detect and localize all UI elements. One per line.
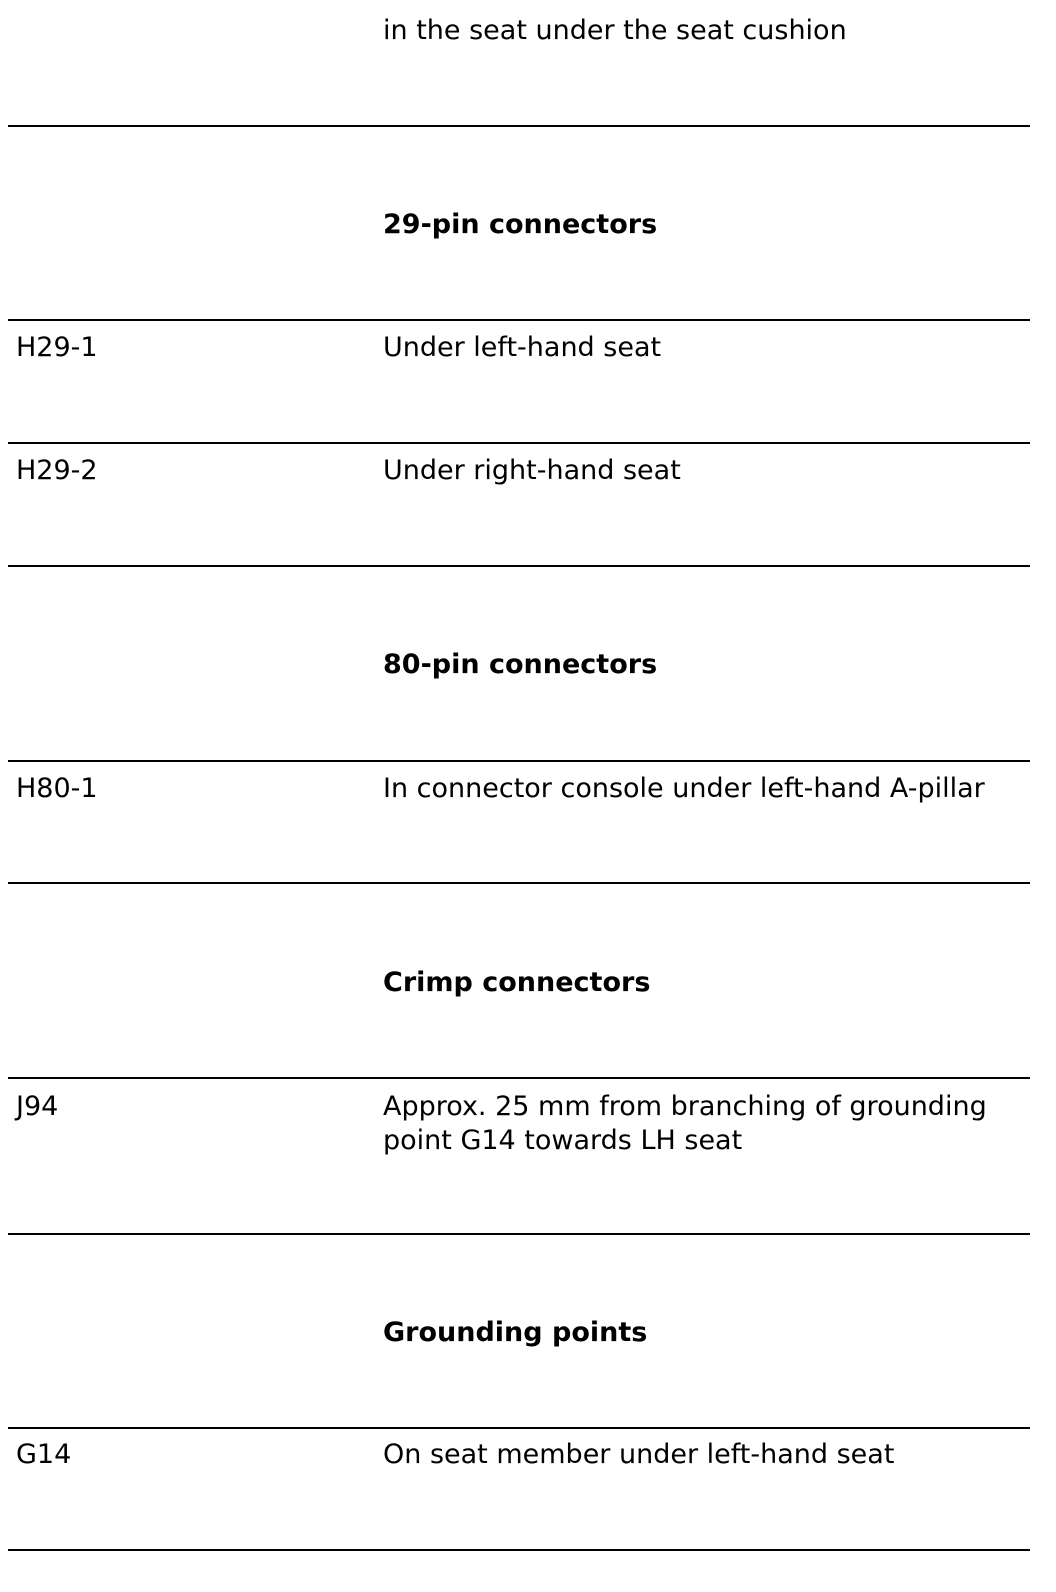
section-heading-grounding: Grounding points <box>383 1317 648 1348</box>
section-heading-29-pin: 29-pin connectors <box>383 209 658 240</box>
grounding-location: On seat member under left-hand seat <box>383 1439 895 1470</box>
connector-code: J94 <box>16 1091 59 1122</box>
divider <box>8 442 1030 444</box>
connector-location: Under right-hand seat <box>383 455 681 486</box>
connector-code: H29-1 <box>16 332 98 363</box>
grounding-code: G14 <box>16 1439 72 1470</box>
connector-location: Under left-hand seat <box>383 332 662 363</box>
divider <box>8 565 1030 567</box>
connector-code: H80-1 <box>16 773 98 804</box>
connector-code: H29-2 <box>16 455 98 486</box>
divider <box>8 1427 1030 1429</box>
divider <box>8 125 1030 127</box>
divider <box>8 1233 1030 1235</box>
section-heading-80-pin: 80-pin connectors <box>383 649 658 680</box>
divider <box>8 1549 1030 1551</box>
divider <box>8 1077 1030 1079</box>
section-heading-crimp: Crimp connectors <box>383 967 651 998</box>
divider <box>8 319 1030 321</box>
connector-location: Approx. 25 mm from branching of grounding point G14 towards LH seat <box>383 1091 987 1156</box>
divider <box>8 882 1030 884</box>
connector-location: In connector console under left-hand A-pillar <box>383 773 985 804</box>
top-description: in the seat under the seat cushion <box>383 15 847 46</box>
divider <box>8 760 1030 762</box>
